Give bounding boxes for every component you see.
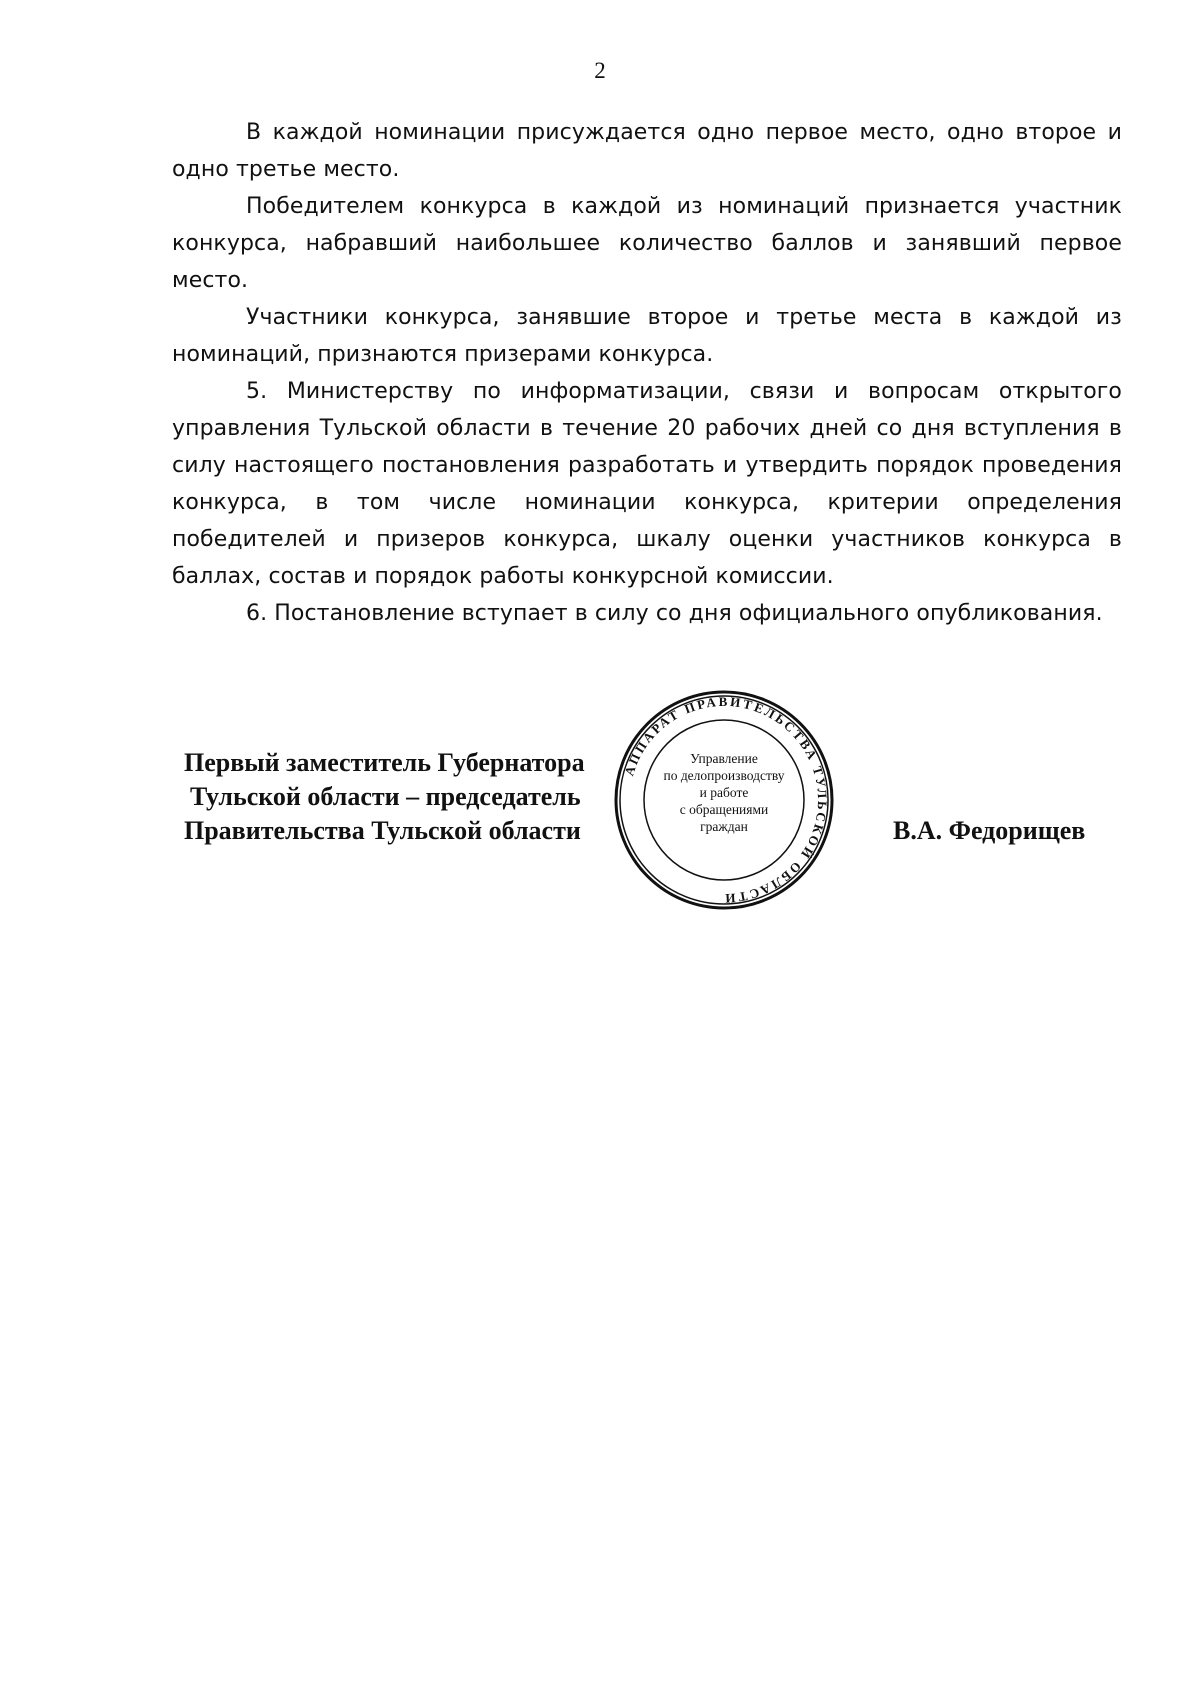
signatory-name: В.А. Федорищев [893,816,1086,845]
seal-ring-text: АППАРАТ ПРАВИТЕЛЬСТВА ТУЛЬСКОЙ ОБЛАСТИ [621,693,831,907]
signatory-title-line: Тульской области – председатель [190,782,581,811]
seal-center-line: по делопроизводству [663,768,785,783]
seal-center-line: граждан [700,819,748,834]
seal-center-line: и работе [699,785,749,800]
seal-center-text [634,750,814,835]
seal-center-line: с обращениями [679,802,769,817]
paragraph-winner: Победителем конкурса в каждой из номинаций признается участник конкурса, набравший наибольшее количество баллов и занявший первое место. [172,194,1122,293]
signatory-title-line: Правительства Тульской области [184,816,581,845]
paragraph-item-5: 5. Министерству по информатизации, связи и вопросам открытого управления Тульской области в течение 20 рабочих дней со дня вступления в силу настоящего постановления разработать и утвердить порядок проведения конкурса, в том числе номинации конкурса, критерии определения победителей и призеров конкурса, шкалу оценки участников конкурса в баллах, состав и порядок работы конкурсной комиссии. [172,379,1122,589]
paragraph-item-6: 6. Постановление вступает в силу со дня официального опубликования. [246,601,1103,626]
official-seal-stamp [612,688,836,912]
paragraph-placements: В каждой номинации присуждается одно первое место, одно второе и одно третье место. [172,120,1122,182]
paragraph-prize-winners: Участники конкурса, занявшие второе и третье места в каждой из номинаций, признаются призерами конкурса. [172,305,1122,367]
signatory-title-line: Первый заместитель Губернатора [184,748,585,777]
page-number: 2 [594,58,606,83]
signatory-title [184,746,585,848]
seal-center-line: Управление [690,751,758,766]
document-body [172,114,1122,632]
